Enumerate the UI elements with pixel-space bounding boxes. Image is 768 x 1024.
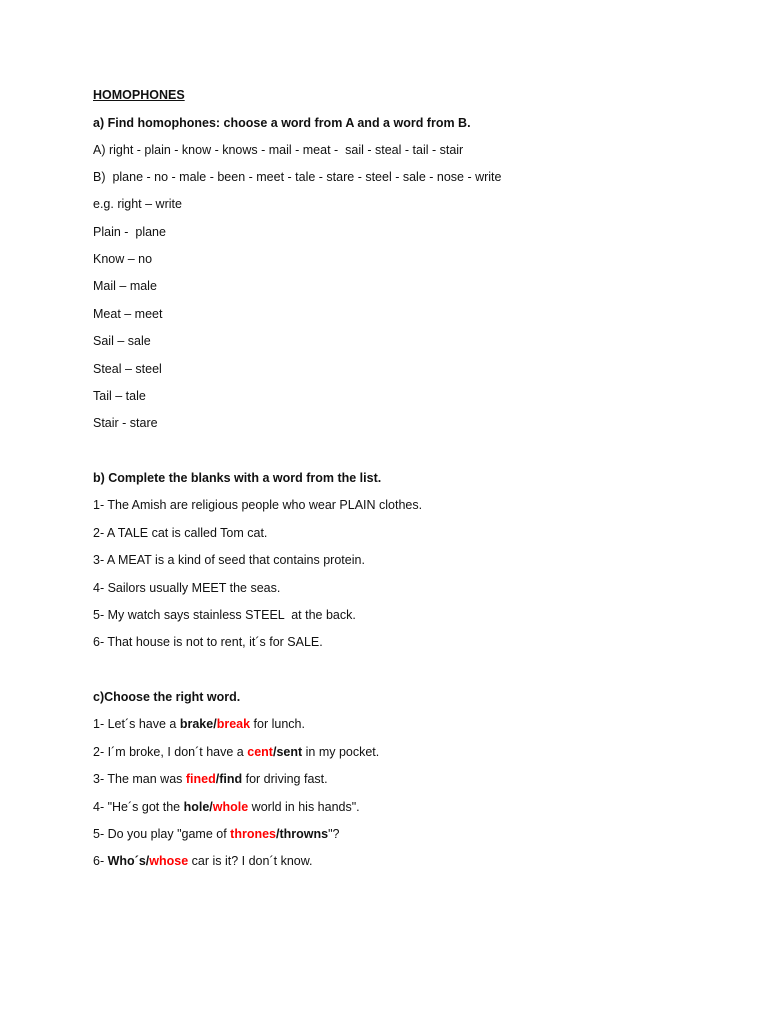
option-separator: /	[213, 717, 217, 731]
word-option: throwns	[279, 827, 329, 841]
sentence-end: car is it? I don´t know.	[188, 854, 313, 868]
word-list-a: A) right - plain - know - knows - mail - meat - sail - steal - tail - stair	[93, 143, 464, 157]
example-pair: e.g. right – write	[93, 197, 182, 211]
option-separator: /	[276, 827, 280, 841]
word-option: sent	[276, 745, 303, 759]
correct-answer: fined	[185, 772, 216, 786]
sentence-start: 5- Do you play "game of	[93, 827, 231, 841]
page-title: HOMOPHONES	[93, 88, 185, 102]
sentence-start: 6-	[93, 854, 108, 868]
homophone-pair: Mail – male	[93, 279, 157, 293]
sentence-end: world in his hands".	[248, 800, 360, 814]
sentence-start: 3- The man was	[93, 772, 186, 786]
word-option: hole	[183, 800, 210, 814]
sentence-start: 4- "He´s got the	[93, 800, 184, 814]
option-separator: /	[215, 772, 220, 786]
blank-sentence: 6- That house is not to rent, it´s for SALE.	[93, 635, 323, 649]
blank-sentence: 3- A MEAT is a kind of seed that contains protein.	[93, 553, 365, 567]
section-a-heading: a) Find homophones: choose a word from A and a word from B.	[93, 116, 471, 130]
word-list-b: B) plane - no - male - been - meet - tale - stare - steel - sale - nose - write	[93, 170, 502, 184]
choice-sentence	[93, 799, 360, 815]
choice-sentence	[93, 744, 379, 760]
word-option: brake	[179, 717, 214, 731]
choice-sentence	[93, 826, 339, 842]
choice-sentence	[93, 716, 305, 732]
option-separator: /	[145, 854, 150, 868]
sentence-start: 1- Let´s have a	[93, 717, 180, 731]
blank-sentence: 2- A TALE cat is called Tom cat.	[93, 526, 268, 540]
homophone-pair: Stair - stare	[93, 416, 158, 430]
blank-sentence: 1- The Amish are religious people who wear PLAIN clothes.	[93, 498, 423, 512]
option-separator: /	[272, 745, 277, 759]
choice-sentence	[93, 853, 313, 869]
sentence-end: "?	[328, 827, 340, 841]
sentence-end: for driving fast.	[242, 772, 328, 786]
correct-answer: whose	[149, 854, 189, 868]
homophone-pair: Tail – tale	[93, 389, 146, 403]
correct-answer: whole	[212, 800, 249, 814]
blank-sentence: 5- My watch says stainless STEEL at the back.	[93, 608, 356, 622]
homophone-pair: Meat – meet	[93, 307, 163, 321]
section-c-heading: c)Choose the right word.	[93, 690, 241, 704]
homophone-pair: Steal – steel	[93, 362, 162, 376]
blank-sentence: 4- Sailors usually MEET the seas.	[93, 581, 281, 595]
homophone-pair: Know – no	[93, 252, 153, 266]
sentence-end: in my pocket.	[302, 745, 380, 759]
option-separator: /	[209, 800, 213, 814]
correct-answer: thrones	[230, 827, 276, 841]
choice-sentence	[93, 771, 328, 787]
correct-answer: cent	[247, 745, 273, 759]
sentence-start: 2- I´m broke, I don´t have a	[93, 745, 248, 759]
word-option: find	[219, 772, 243, 786]
section-b-heading: b) Complete the blanks with a word from the list.	[93, 471, 382, 485]
homophone-pair: Plain - plane	[93, 225, 166, 239]
homophone-pair: Sail – sale	[93, 334, 151, 348]
correct-answer: break	[216, 717, 251, 731]
sentence-end: for lunch.	[250, 717, 305, 731]
word-option: Who´s	[107, 854, 146, 868]
